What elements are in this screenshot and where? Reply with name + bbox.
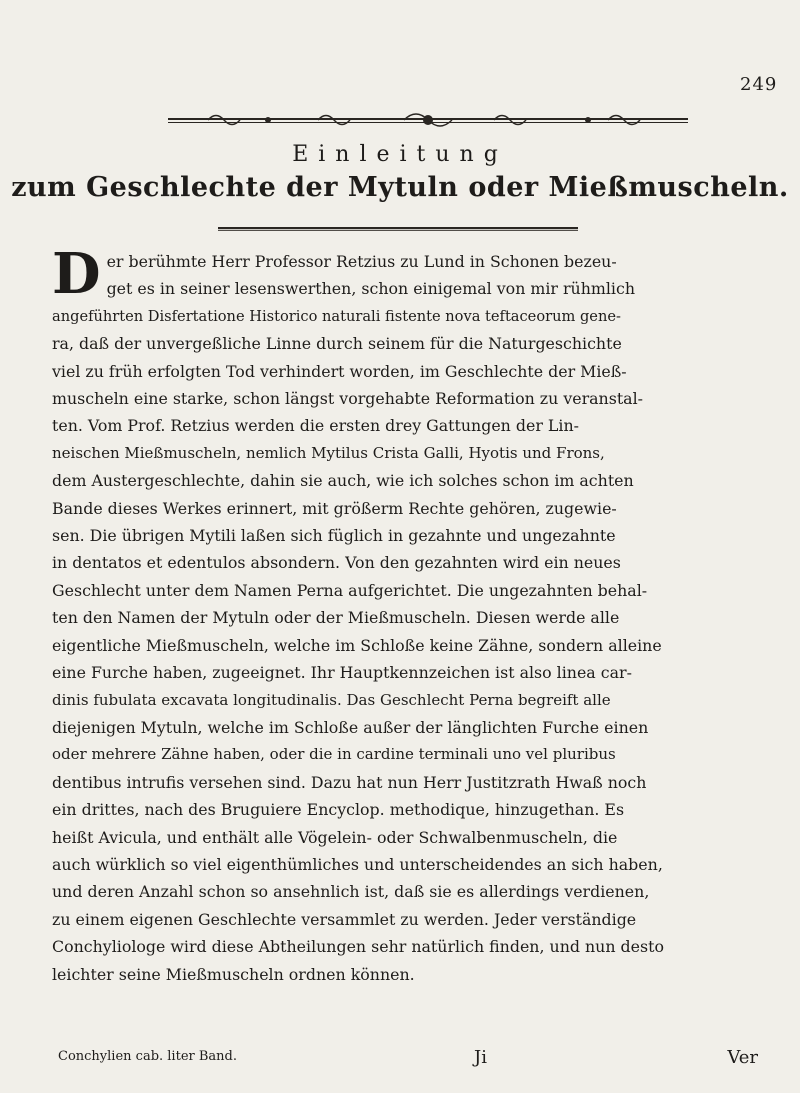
text-line: eigentliche Mießmuscheln, welche im Schloße keine Zähne, sondern alleine (52, 635, 662, 655)
text-line: Conchyliologe wird diese Abtheilungen sehr natürlich finden, und nun desto (52, 937, 664, 957)
text-line: diejenigen Mytuln, welche im Schloße außer der länglichten Furche einen (52, 717, 649, 737)
page-number: 249 (740, 74, 778, 95)
decorative-ornament-band (168, 108, 688, 132)
text-line: dinis fubulata excavata longitudinalis. Das Geschlecht Perna begreift alle (52, 690, 611, 709)
text-line: in dentatos et edentulos absondern. Von den gezahnten wird ein neues (52, 553, 621, 573)
text-line: und deren Anzahl schon so ansehnlich ist, daß sie es allerdings verdienen, (52, 882, 650, 902)
text-line: heißt Avicula, und enthält alle Vögelein- oder Schwalbenmuscheln, die (52, 827, 618, 847)
text-line: ein drittes, nach des Bruguiere Encyclop. methodique, hinzugethan. Es (52, 800, 625, 820)
body-text (52, 241, 752, 988)
text-line: angeführten Disfertatione Historico naturali fistente nova teftaceorum gene- (52, 307, 621, 325)
text-line: dentibus intrufis versehen sind. Dazu hat nun Herr Justitzrath Hwaß noch (52, 772, 647, 792)
text-line: oder mehrere Zähne haben, oder die in cardine terminali uno vel pluribus (52, 745, 616, 764)
heading-rule (218, 227, 578, 231)
text-line: er berühmte Herr Professor Retzius zu Lund in Schonen bezeu- (106, 252, 617, 271)
chapter-heading: Einleitung (292, 142, 508, 167)
text-line: auch würklich so viel eigenthümliches und unterscheidendes an sich haben, (52, 854, 663, 874)
text-line: leichter seine Mießmuscheln ordnen können. (52, 964, 415, 984)
text-line: get es in seiner lesenswerthen, schon einigemal von mir rühmlich (106, 279, 635, 299)
page-footer (58, 1049, 758, 1075)
text-line: eine Furche haben, zugeeignet. Ihr Hauptkennzeichen ist also linea car- (52, 663, 632, 683)
catchword: Ver (727, 1047, 758, 1068)
text-line: muscheln eine starke, schon längst vorgehabte Reformation zu veranstal- (52, 389, 643, 409)
text-line: zu einem eigenen Geschlechte versammlet zu werden. Jeder verständige (52, 909, 637, 929)
text-line: viel zu früh erfolgten Tod verhindert worden, im Geschlechte der Mieß- (52, 361, 627, 381)
text-line: dem Austergeschlechte, dahin sie auch, wie ich solches schon im achten (52, 471, 634, 491)
text-line: neischen Mießmuscheln, nemlich Mytilus Crista Galli, Hyotis und Frons, (52, 443, 605, 462)
signature-line: Conchylien cab. liter Band. (58, 1049, 237, 1064)
chapter-subheading: zum Geschlechte der Mytuln oder Mießmuscheln. (11, 172, 789, 203)
text-line: Bande dieses Werkes erinnert, mit größerm Rechte gehören, zugewie- (52, 498, 617, 518)
drop-cap: D (52, 241, 101, 307)
text-line: ten den Namen der Mytuln oder der Mießmuscheln. Diesen werde alle (52, 608, 620, 628)
text-line: ten. Vom Prof. Retzius werden die ersten drey Gattungen der Lin- (52, 416, 579, 436)
text-line: Geschlecht unter dem Namen Perna aufgerichtet. Die ungezahnten behal- (52, 580, 648, 600)
text-line: sen. Die übrigen Mytili laßen sich füglich in gezahnte und ungezahnte (52, 526, 616, 546)
text-line: ra, daß der unvergeßliche Linne durch seinem für die Naturgeschichte (52, 334, 622, 354)
sheet-mark: Ji (474, 1047, 487, 1068)
